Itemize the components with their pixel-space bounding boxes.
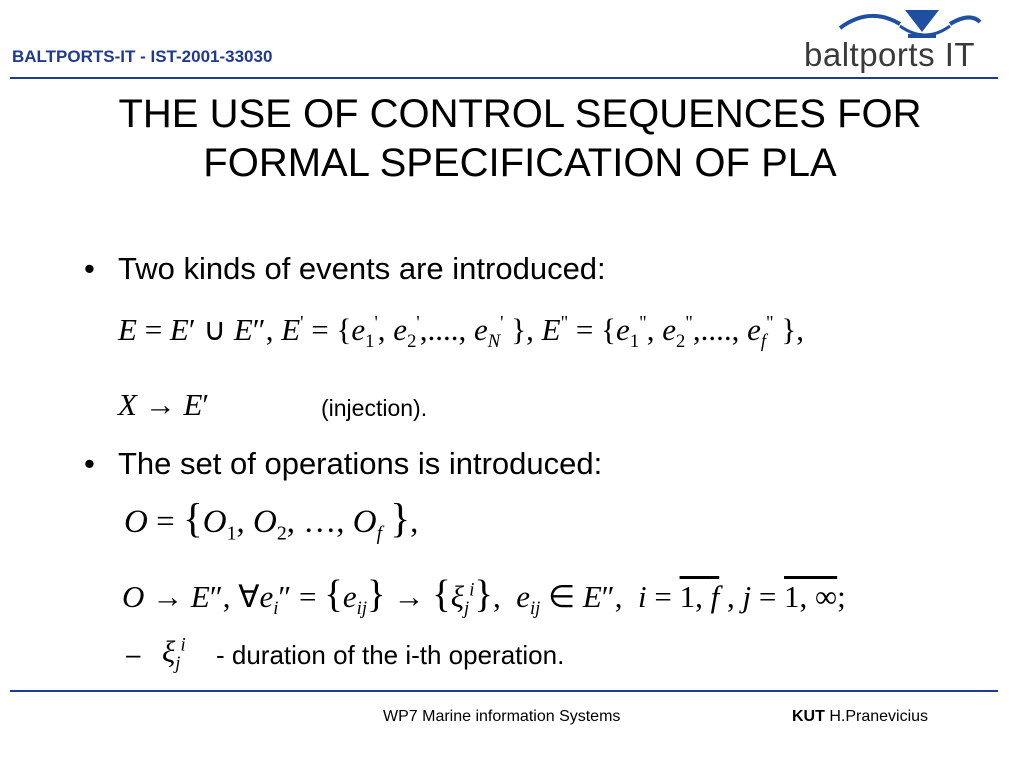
logo-text: baltports IT — [804, 36, 976, 73]
footer-left: WP7 Marine information Systems — [383, 708, 621, 725]
baltports-logo — [800, 6, 1010, 76]
xi-symbol: $\xi_j^i$ — [162, 634, 186, 675]
sub-text: - duration of the i-th operation. — [216, 640, 565, 670]
bullet-events-text: Two kinds of events are introduced: — [118, 251, 606, 286]
bullet-dot: • — [84, 251, 95, 286]
operations-formula: $O = \{O_1$, $O_2$, …, $O_f$ }, — [124, 495, 419, 545]
injection-note: (injection). — [321, 395, 428, 421]
slide-title — [40, 90, 1000, 188]
injection-formula: X → E′ — [118, 387, 210, 422]
footer-author: H.Pranevicius — [824, 708, 929, 725]
header-rule — [10, 77, 998, 79]
bullet-operations-text: The set of operations is introduced: — [118, 446, 603, 481]
logo-emblem-icon — [800, 6, 1010, 40]
footer-org: KUT — [792, 708, 825, 725]
footer-right — [792, 708, 928, 726]
bullet-dot: • — [84, 446, 95, 481]
header-project: BALTPORTS-IT - IST-2001-33030 — [12, 47, 273, 66]
footer-rule — [10, 690, 998, 692]
events-formula: E = E′ ∪ E″, $E' = \{e_1'$, $e_2'$,...., $e_N'$ }, $E^" = \{e_1^"$, $e_2^"$,...., $e_f^"$ }, — [118, 312, 805, 353]
sub-dash: – — [126, 639, 141, 669]
title-line-1: THE USE OF CONTROL SEQUENCES FOR — [118, 92, 922, 136]
mapping-formula: O → E″, $\forall e_i'' = \{e_{ij}\} \to \{\xi_j^i\}$, $e_{ij}$ ∈ E″, i = 1, f , j = 1, ∞; — [122, 573, 846, 620]
title-line-2: FORMAL SPECIFICATION OF PLA — [203, 141, 837, 185]
